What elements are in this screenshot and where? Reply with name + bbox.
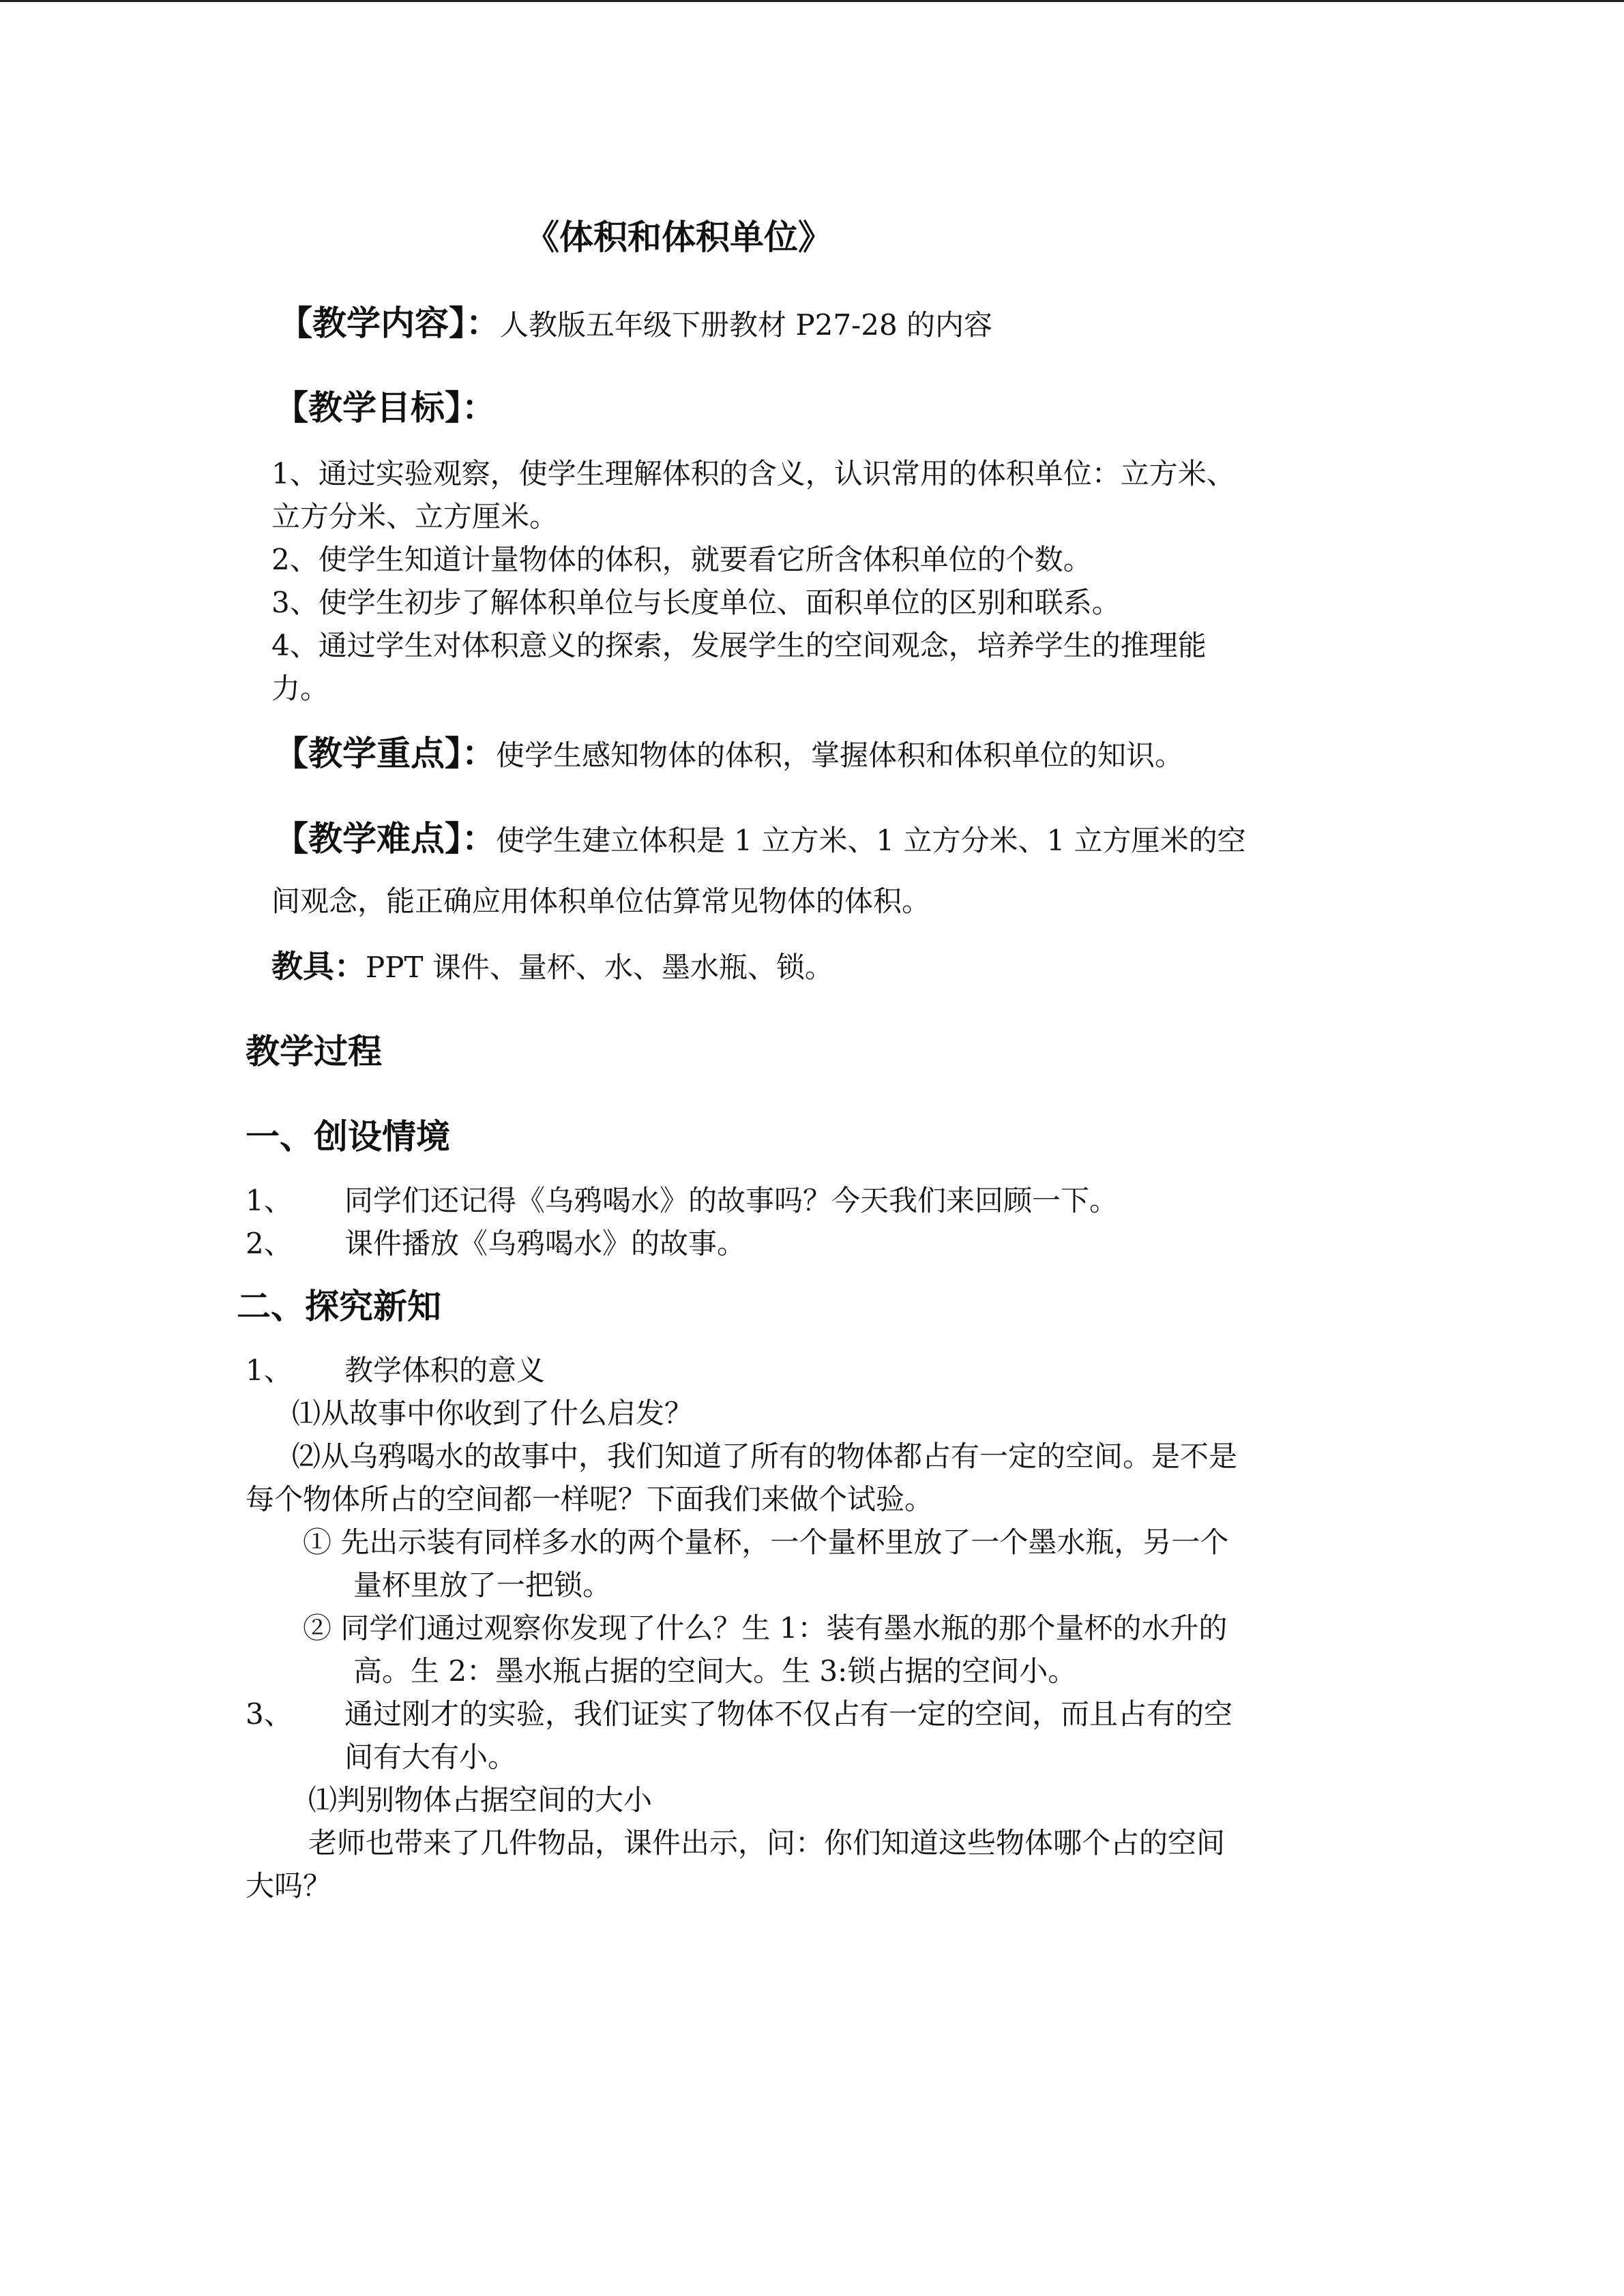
section1-item-2-text: 课件播放《乌鸦喝水》的故事。 [344,1227,746,1260]
tools-label: 教具： [271,948,366,985]
page-top-border [0,0,1624,2]
process-heading: 教学过程 [246,1032,382,1071]
section2-heading: 二、探究新知 [237,1287,441,1326]
section2-item-1-num: 1、 [246,1354,293,1387]
goal-line-6: 力。 [271,672,329,705]
section1-heading: 一、创设情境 [246,1117,450,1157]
section1-item-2-num: 2、 [246,1227,293,1260]
section2-item-1-text: 教学体积的意义 [344,1354,546,1387]
section1-item-1-num: 1、 [246,1184,293,1217]
question-2-line-2: 每个物体所占的空间都一样呢？下面我们来做个试验。 [246,1482,934,1516]
difficulty-row [274,818,1246,859]
goal-line-5: 4、通过学生对体积意义的探索，发展学生的空间观念，培养学生的推理能 [271,629,1207,662]
section2-item-3-num: 3、 [246,1697,293,1731]
sub-point-1: ⑴判别物体占据空间的大小 [308,1783,653,1817]
paragraph-line-1: 老师也带来了几件物品，课件出示，问：你们知道这些物体哪个占的空间 [308,1826,1226,1860]
circled-1-line-1: ① 先出示装有同样多水的两个量杯，一个量杯里放了一个墨水瓶，另一个 [303,1525,1229,1559]
section2-item-3 [246,1697,1232,1731]
document-title: 《体积和体积单位》 [525,218,832,257]
section2-item-1 [246,1354,545,1388]
difficulty-text-2: 间观念，能正确应用体积单位估算常见物体的体积。 [271,884,931,918]
section1-item-2 [246,1227,745,1261]
tools-text: PPT 课件、量杯、水、墨水瓶、锁。 [366,951,833,984]
goal-line-1: 1、通过实验观察，使学生理解体积的含义，认识常用的体积单位：立方米、 [271,457,1235,490]
section2-item-3-text-1: 通过刚才的实验，我们证实了物体不仅占有一定的空间，而且占有的空 [344,1697,1233,1731]
circled-2-line-1: ② 同学们通过观察你发现了什么？生 1：装有墨水瓶的那个量杯的水升的 [303,1611,1228,1645]
question-1: ⑴从故事中你收到了什么启发？ [292,1397,694,1430]
section1-item-1 [246,1184,1118,1218]
difficulty-text-1: 使学生建立体积是 1 立方米、1 立方分米、1 立方厘米的空 [496,824,1246,857]
circled-1-line-2: 量杯里放了一把锁。 [353,1568,612,1602]
tools-row [271,948,833,985]
difficulty-label: 【教学难点】： [274,819,496,859]
content-label: 【教学内容】： [278,303,500,343]
key-point-text: 使学生感知物体的体积，掌握体积和体积单位的知识。 [496,739,1184,772]
section1-item-1-text: 同学们还记得《乌鸦喝水》的故事吗？今天我们来回顾一下。 [344,1184,1119,1217]
key-point-label: 【教学重点】： [274,734,496,773]
content-row [278,303,992,344]
goal-line-3: 2、使学生知道计量物体的体积，就要看它所含体积单位的个数。 [271,543,1092,576]
goal-line-2: 立方分米、立方厘米。 [271,500,559,533]
question-2-line-1: ⑵从乌鸦喝水的故事中，我们知道了所有的物体都占有一定的空间。是不是 [292,1440,1238,1473]
circled-2-line-2: 高。生 2：墨水瓶占据的空间大。生 3:锁占据的空间小。 [353,1654,1077,1688]
goal-line-4: 3、使学生初步了解体积单位与长度单位、面积单位的区别和联系。 [271,586,1121,619]
key-point-row [274,733,1183,774]
content-text: 人教版五年级下册教材 P27-28 的内容 [500,308,993,342]
paragraph-line-2: 大吗？ [246,1869,332,1903]
section2-item-3-text-2: 间有大有小。 [344,1740,517,1774]
goals-label: 【教学目标】： [274,388,496,428]
